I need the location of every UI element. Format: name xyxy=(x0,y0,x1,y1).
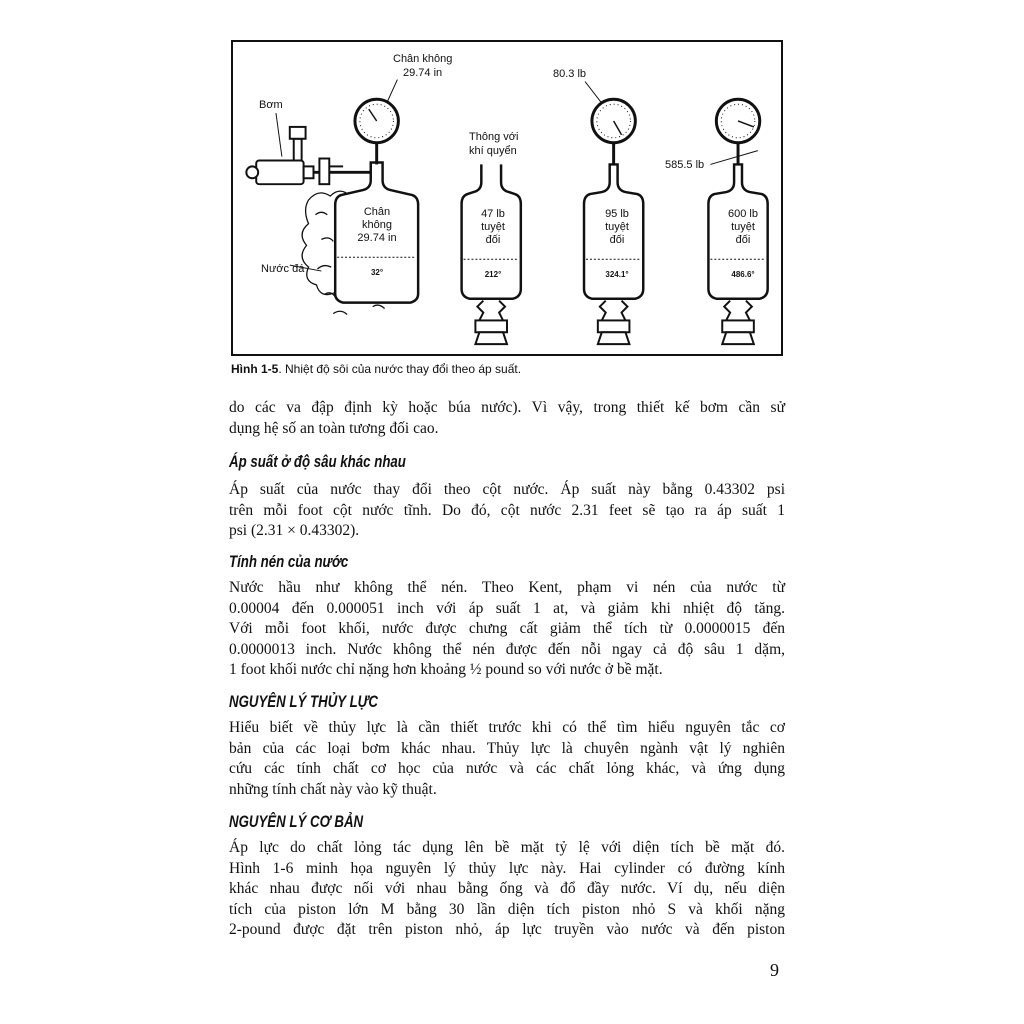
text-line: Hiểu biết về thủy lực là cần thiết trước khi có thể tìm hiểu nguyên tắc cơ xyxy=(229,719,785,736)
figure-boiling-pressure xyxy=(231,40,783,356)
intro-paragraph xyxy=(229,398,785,439)
text-line: khác nhau được nối với nhau bằng ống và đổ đầy nước. Ví dụ, nếu diện xyxy=(229,880,785,897)
pump-label: Bơm xyxy=(259,99,283,111)
gauge-icon xyxy=(355,99,398,142)
text-line: Nước hầu như không thể nén. Theo Kent, phạm vi nén của nước từ xyxy=(229,579,785,596)
cylinder-3-temp: 324.1° xyxy=(605,270,629,279)
ice-label: Nước đá xyxy=(261,263,305,275)
figure-illustration xyxy=(233,42,781,354)
cylinder-1-text: Chân không 29.74 in xyxy=(357,206,397,244)
burner-icon xyxy=(475,301,507,344)
cylinder-2-text: 47 lb tuyệt đối xyxy=(481,208,505,246)
figure-caption xyxy=(231,362,521,376)
text-line: tích của piston lớn M bằng 30 lần diện tích piston nhỏ S và khối nặng xyxy=(229,900,785,918)
text-line: trên mỗi foot cột nước tĩnh. Do đó, cột nước 2.31 feet sẽ tạo ra áp suất 1 xyxy=(229,501,785,519)
atmosphere-label-line2: khí quyển xyxy=(469,145,517,157)
text-line: dụng hệ số an toàn tương đối cao. xyxy=(229,419,439,437)
section-heading-pressure-depth: Áp suất ở độ sâu khác nhau xyxy=(229,452,406,471)
text-line: Với mỗi foot khối, nước được chưng cất giảm thể tích từ 0.0000015 đến xyxy=(229,620,785,637)
text-line: do các va đập định kỳ hoặc búa nước). Vì vậy, trong thiết kế bơm cần sử xyxy=(229,399,785,416)
cylinder-2-temp: 212° xyxy=(484,270,502,279)
text-line: psi (2.31 × 0.43302). xyxy=(229,522,360,539)
pump-icon xyxy=(246,127,370,184)
page-number: 9 xyxy=(770,960,779,980)
figure-caption-label: Hình 1-5 xyxy=(231,362,279,376)
text-line: bản của các loại bơm khác nhau. Thủy lực là chuyên ngành vật lý nghiên xyxy=(229,739,785,757)
figure-caption-text: . Nhiệt độ sôi của nước thay đổi theo áp suất. xyxy=(278,362,522,376)
text-line: 1 foot khối nước chỉ nặng hơn khoảng ½ pound so với nước ở bề mặt. xyxy=(229,661,663,678)
text-line: cứu các tính chất cơ học của nước và các chất lỏng khác, và ứng dụng xyxy=(229,760,785,777)
text-line: Áp lực do chất lỏng tác dụng lên bề mặt tỷ lệ với diện tích bề mặt đó. xyxy=(229,839,785,856)
text-line: 2-pound được đặt trên piston nhỏ, áp lực truyền vào nước và đến piston xyxy=(229,921,785,938)
cylinder-1-temp: 32° xyxy=(370,268,384,277)
text-line: 0.0000013 inch. Nước không thể nén được đến nỗi ngay cả độ sâu 1 dặm, xyxy=(229,640,785,658)
section-heading-basic-principle: NGUYÊN LÝ CƠ BẢN xyxy=(229,812,364,831)
section-paragraph-hydraulics xyxy=(229,718,785,800)
vacuum-gauge-value: 29.74 in xyxy=(403,67,443,79)
text-line: những tính chất này vào kỹ thuật. xyxy=(229,780,437,798)
section-heading-compressibility: Tính nén của nước xyxy=(229,552,349,571)
cylinder-4-text: 600 lb tuyệt đối xyxy=(728,208,758,246)
text-line: Hình 1-6 minh họa nguyên lý thủy lực này. Hai cylinder có đường kính xyxy=(229,859,785,877)
text-line: Áp suất của nước thay đổi theo cột nước. Áp suất này bằng 0.43302 psi xyxy=(229,481,785,498)
burner-icon xyxy=(598,301,630,344)
burner-icon xyxy=(722,301,754,344)
gauge-2-label: 80.3 lb xyxy=(553,68,587,80)
vacuum-gauge-title: Chân không xyxy=(393,53,453,65)
section-paragraph-basic-principle xyxy=(229,838,785,941)
section-heading-hydraulics: NGUYÊN LÝ THỦY LỰC xyxy=(229,692,378,711)
text-line: 0.00004 đến 0.000051 inch với áp suất 1 at, và giảm khi nhiệt độ tăng. xyxy=(229,599,785,617)
atmosphere-label-line1: Thông với xyxy=(469,131,519,143)
gauge-3-label: 585.5 lb xyxy=(665,159,705,171)
section-paragraph-pressure-depth xyxy=(229,480,785,542)
section-paragraph-compressibility xyxy=(229,578,785,681)
cylinder-3-text: 95 lb tuyệt đối xyxy=(605,208,629,246)
cylinder-4-temp: 486.6° xyxy=(731,270,755,279)
